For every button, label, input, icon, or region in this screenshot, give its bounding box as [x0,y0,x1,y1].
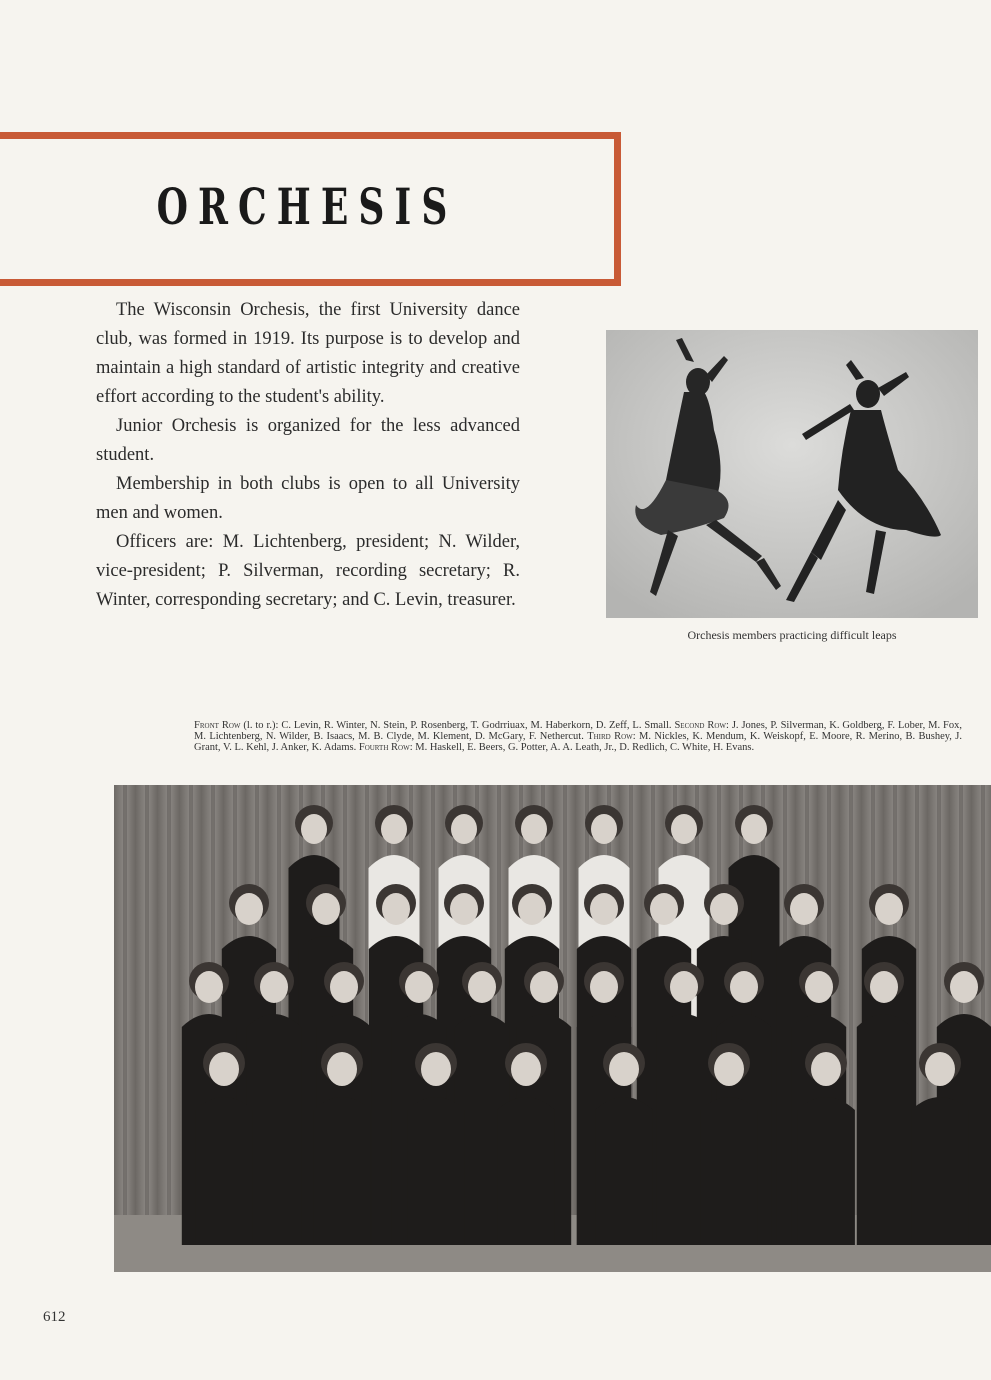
paragraph-junior: Junior Orchesis is organized for the less advanced student. [96,416,520,465]
dance-photo [606,330,978,618]
third-row-label: Third Row [587,731,633,742]
second-row-label: Second Row [674,720,726,731]
paragraph-intro: The Wisconsin Orchesis, the first University dance club, was formed in 1919. Its purpose is to develop and maintain a high standard of artistic integrity and creative effort according to the student's ability. [96,300,520,407]
fourth-row-names: : M. Haskell, E. Beers, G. Potter, A. A. Leath, Jr., D. Redlich, C. White, H. Evans. [409,742,755,753]
dance-photo-caption: Orchesis members practicing difficult leaps [687,628,897,642]
fourth-row-label: Fourth Row [358,742,410,753]
group-photo-caption [194,720,962,753]
paragraph-officers: Officers are: M. Lichtenberg, president; N. Wilder, vice-president; P. Silverman, recording secretary; R. Winter, corresponding secretary; and C. Levin, treasurer. [96,532,520,610]
group-photo [114,785,991,1272]
paragraph-membership: Membership in both clubs is open to all University men and women. [96,474,520,523]
title-frame [0,132,621,286]
page-title: ORCHESIS [156,177,458,236]
body-text [96,296,520,615]
third-row-names: : M. Nickles, K. Mendum, K. Weiskopf, E. Moore, R. Merino, B. Bushey, J. Grant, V. L. Kehl, J. Anker, K. Adams. [194,731,962,753]
page-number: 612 [43,1309,66,1325]
front-row-names: (l. to r.): C. Levin, R. Winter, N. Stein, P. Rosenberg, T. Godrriuax, M. Haberkorn, D. Zeff, L. Small. [240,720,675,731]
front-row-label: Front Row [194,720,241,731]
second-row-names: : J. Jones, P. Silverman, K. Goldberg, F. Lober, M. Fox, M. Lichtenberg, N. Wilder, B. Isaacs, M. B. Clyde, M. Klement, D. McGary, F. Nethercut. [194,720,962,742]
